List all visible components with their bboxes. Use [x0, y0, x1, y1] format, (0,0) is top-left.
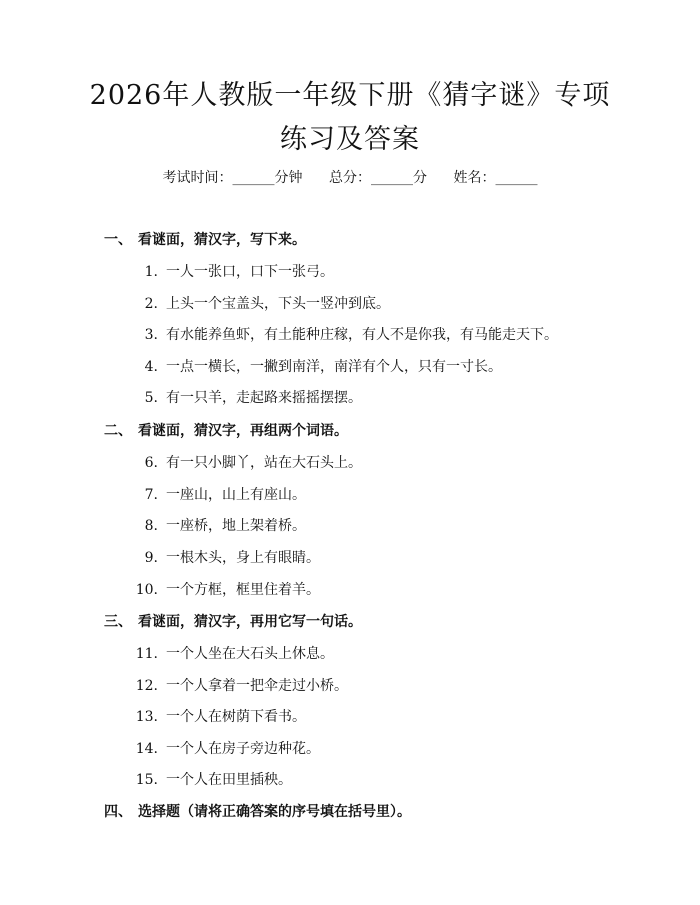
- question-11-number: 11.: [135, 646, 158, 662]
- section-3-number: 三、: [104, 614, 132, 630]
- question-7-text: 一座山，山上有座山。: [166, 487, 306, 503]
- question-7: [133, 485, 306, 505]
- question-2: [133, 294, 390, 314]
- question-5: [133, 388, 362, 408]
- exam-info: [0, 168, 700, 188]
- section-3-heading: [104, 612, 362, 632]
- section-4-number: 四、: [104, 804, 132, 820]
- question-12-number: 12.: [135, 678, 158, 694]
- question-1-number: 1.: [144, 264, 158, 280]
- question-14-number: 14.: [135, 741, 158, 757]
- section-2-heading: [104, 421, 348, 441]
- question-15-number: 15.: [135, 772, 158, 788]
- question-11-text: 一个人坐在大石头上休息。: [166, 646, 334, 662]
- section-1-number: 一、: [104, 232, 132, 248]
- section-1-text: 看谜面，猜汉字，写下来。: [138, 232, 306, 248]
- question-2-number: 2.: [144, 296, 158, 312]
- question-3-number: 3.: [144, 327, 158, 343]
- question-12-text: 一个人拿着一把伞走过小桥。: [166, 678, 348, 694]
- question-3-text: 有水能养鱼虾，有土能种庄稼，有人不是你我，有马能走天下。: [166, 327, 558, 343]
- question-4-text: 一点一横长，一撇到南洋，南洋有个人，只有一寸长。: [166, 359, 502, 375]
- question-15-text: 一个人在田里插秧。: [166, 772, 292, 788]
- document-title: 2026年人教版一年级下册《猜字谜》专项练习及答案: [89, 80, 611, 155]
- question-6: [133, 453, 362, 473]
- exam-name: 姓名：______: [453, 170, 538, 186]
- question-10-text: 一个方框，框里住着羊。: [166, 582, 320, 598]
- section-4-text: 选择题（请将正确答案的序号填在括号里）。: [138, 804, 411, 820]
- question-7-number: 7.: [144, 487, 158, 503]
- question-4: [133, 357, 502, 377]
- question-1: [133, 262, 334, 282]
- question-1-text: 一人一张口，口下一张弓。: [166, 264, 334, 280]
- question-13-text: 一个人在树荫下看书。: [166, 709, 306, 725]
- question-14-text: 一个人在房子旁边种花。: [166, 741, 320, 757]
- exam-score: 总分：______分: [329, 170, 427, 186]
- question-14: [133, 739, 320, 759]
- question-2-text: 上头一个宝盖头，下头一竖冲到底。: [166, 296, 390, 312]
- question-15: [133, 770, 292, 790]
- section-2-number: 二、: [104, 423, 132, 439]
- question-5-text: 有一只羊，走起路来摇摇摆摆。: [166, 390, 362, 406]
- question-9-text: 一根木头，身上有眼睛。: [166, 550, 320, 566]
- question-4-number: 4.: [144, 359, 158, 375]
- question-13: [133, 707, 306, 727]
- section-3-text: 看谜面，猜汉字，再用它写一句话。: [138, 614, 362, 630]
- section-2-text: 看谜面，猜汉字，再组两个词语。: [138, 423, 348, 439]
- question-13-number: 13.: [135, 709, 158, 725]
- section-4-heading: [104, 802, 411, 822]
- section-1-heading: [104, 230, 306, 250]
- question-11: [133, 644, 334, 664]
- question-8-number: 8.: [144, 518, 158, 534]
- question-9: [133, 548, 320, 568]
- question-10: [133, 580, 320, 600]
- question-5-number: 5.: [144, 390, 158, 406]
- question-12: [133, 676, 348, 696]
- question-6-text: 有一只小脚丫，站在大石头上。: [166, 455, 362, 471]
- question-9-number: 9.: [144, 550, 158, 566]
- question-10-number: 10.: [135, 582, 158, 598]
- exam-time: 考试时间：______分钟: [162, 170, 303, 186]
- question-8: [133, 516, 306, 536]
- question-8-text: 一座桥，地上架着桥。: [166, 518, 306, 534]
- question-3: [133, 325, 558, 345]
- question-6-number: 6.: [144, 455, 158, 471]
